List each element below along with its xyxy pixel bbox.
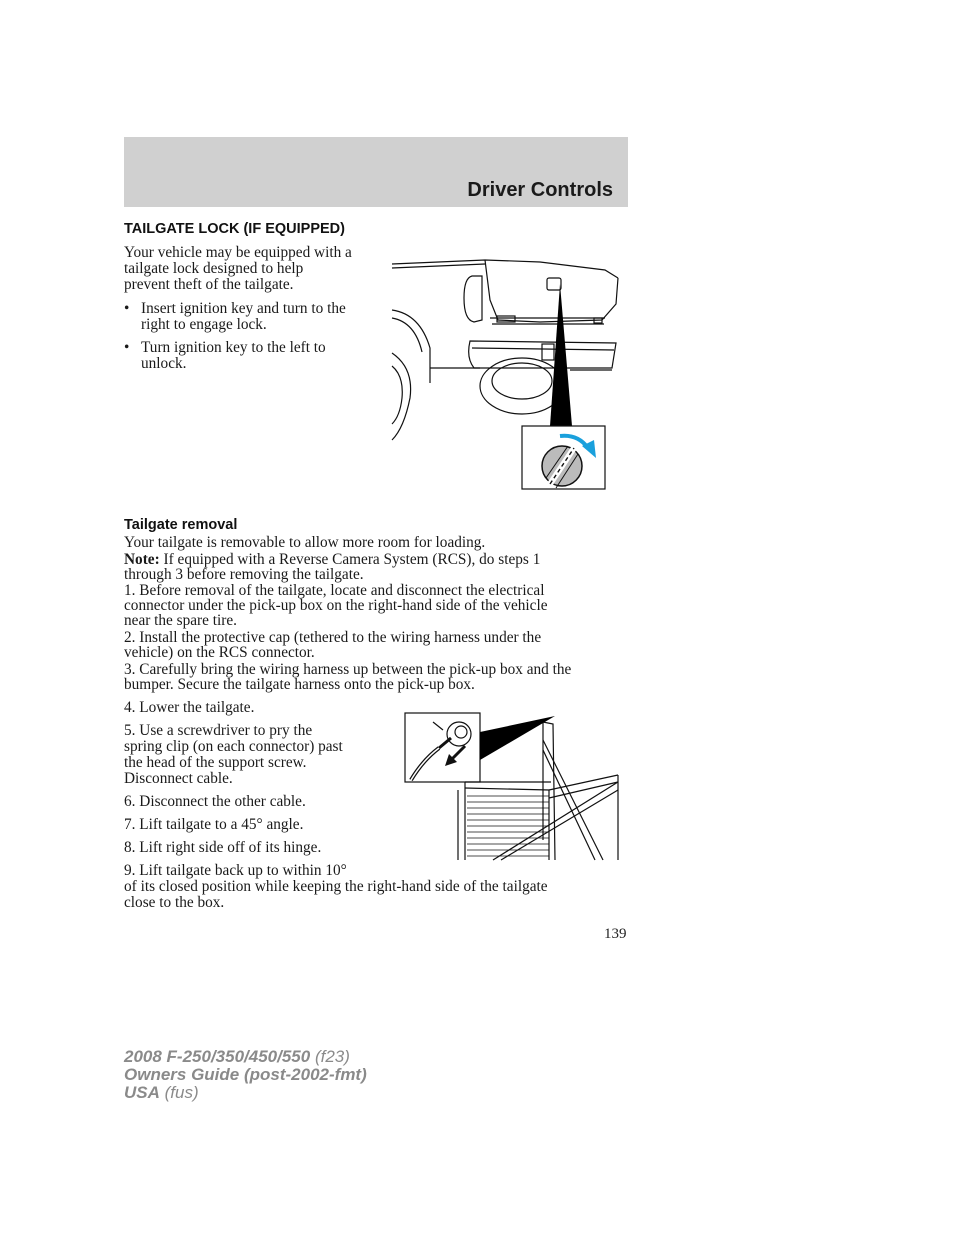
tailgate-cable-removal-illustration [403, 710, 623, 865]
step-2-line: 2. Install the protective cap (tethered to the wiring harness under the [124, 629, 542, 646]
step-2 [124, 630, 629, 660]
tailgate-lock-heading: TAILGATE LOCK (IF EQUIPPED) [124, 221, 345, 237]
note-paragraph [124, 552, 629, 567]
step-1-line: connector under the pick-up box on the right-hand side of the vehicle [124, 597, 548, 614]
tailgate-lock-bullets [124, 301, 389, 372]
page-number: 139 [604, 926, 627, 942]
step-5 [124, 723, 384, 787]
step-3 [124, 662, 629, 692]
document-footer [124, 1048, 367, 1102]
note-text: If equipped with a Reverse Camera System (RCS), do steps 1 [159, 551, 541, 568]
removal-intro: Your tailgate is removable to allow more room for loading. [124, 534, 486, 551]
step-5-line: Disconnect cable. [124, 770, 233, 787]
step-6: 6. Disconnect the other cable. [124, 793, 306, 810]
step-9-continued [124, 879, 629, 911]
step-9-line: of its closed position while keeping the right-hand side of the tailgate [124, 878, 548, 895]
step-1-line: 1. Before removal of the tailgate, locate and disconnect the electrical [124, 582, 545, 599]
bullet-text: Insert ignition key and turn to the [141, 300, 346, 317]
truck-tailgate-lock-illustration [390, 248, 622, 493]
footer-line-3 [124, 1084, 367, 1102]
step-9-line: 9. Lift tailgate back up to within 10° [124, 862, 347, 879]
intro-line: tailgate lock designed to help [124, 260, 304, 277]
step-5-line: the head of the support screw. [124, 754, 307, 771]
footer-line-1 [124, 1048, 367, 1066]
bullet-text: unlock. [141, 355, 187, 372]
step-1 [124, 583, 629, 628]
footer-market: USA [124, 1083, 160, 1102]
footer-guide: Owners Guide (post-2002-fmt) [124, 1065, 367, 1084]
bullet-item [124, 301, 389, 333]
step-2-line: vehicle) on the RCS connector. [124, 644, 315, 661]
bed-slats [467, 796, 549, 856]
step-5-line: spring clip (on each connector) past [124, 738, 343, 755]
tailgate-removal-heading: Tailgate removal [124, 517, 238, 533]
footer-market-code: (fus) [159, 1083, 199, 1102]
bullet-text: Turn ignition key to the left to [141, 339, 326, 356]
footer-model-code: (f23) [310, 1047, 350, 1066]
step-7: 7. Lift tailgate to a 45° angle. [124, 816, 304, 833]
bullet-dot: • [124, 300, 130, 317]
step-5-line: 5. Use a screwdriver to pry the [124, 722, 313, 739]
footer-model: 2008 F-250/350/450/550 [124, 1047, 311, 1066]
pointer-wedge [550, 284, 572, 426]
bullet-dot: • [124, 339, 130, 356]
step-4: 4. Lower the tailgate. [124, 699, 255, 716]
intro-line: Your vehicle may be equipped with a [124, 244, 352, 261]
step-3-line: 3. Carefully bring the wiring harness up between the pick-up box and the [124, 661, 572, 678]
step-1-line: near the spare tire. [124, 612, 237, 629]
footer-line-2 [124, 1066, 367, 1084]
tailgate-removal-body [124, 535, 629, 692]
step-9-line: close to the box. [124, 894, 225, 911]
pointer-wedge [480, 716, 555, 760]
steps-column [124, 700, 384, 879]
bullet-text: right to engage lock. [141, 316, 267, 333]
step-3-line: bumper. Secure the tailgate harness onto the pick-up box. [124, 676, 475, 693]
note-paragraph-line2: through 3 before removing the tailgate. [124, 566, 364, 583]
bullet-item [124, 340, 389, 372]
tailgate-lock-intro [124, 245, 384, 293]
section-title: Driver Controls [467, 179, 613, 201]
section-header-band [124, 137, 628, 207]
intro-line: prevent theft of the tailgate. [124, 276, 294, 293]
step-8: 8. Lift right side off of its hinge. [124, 839, 322, 856]
note-label: Note: [124, 551, 160, 568]
